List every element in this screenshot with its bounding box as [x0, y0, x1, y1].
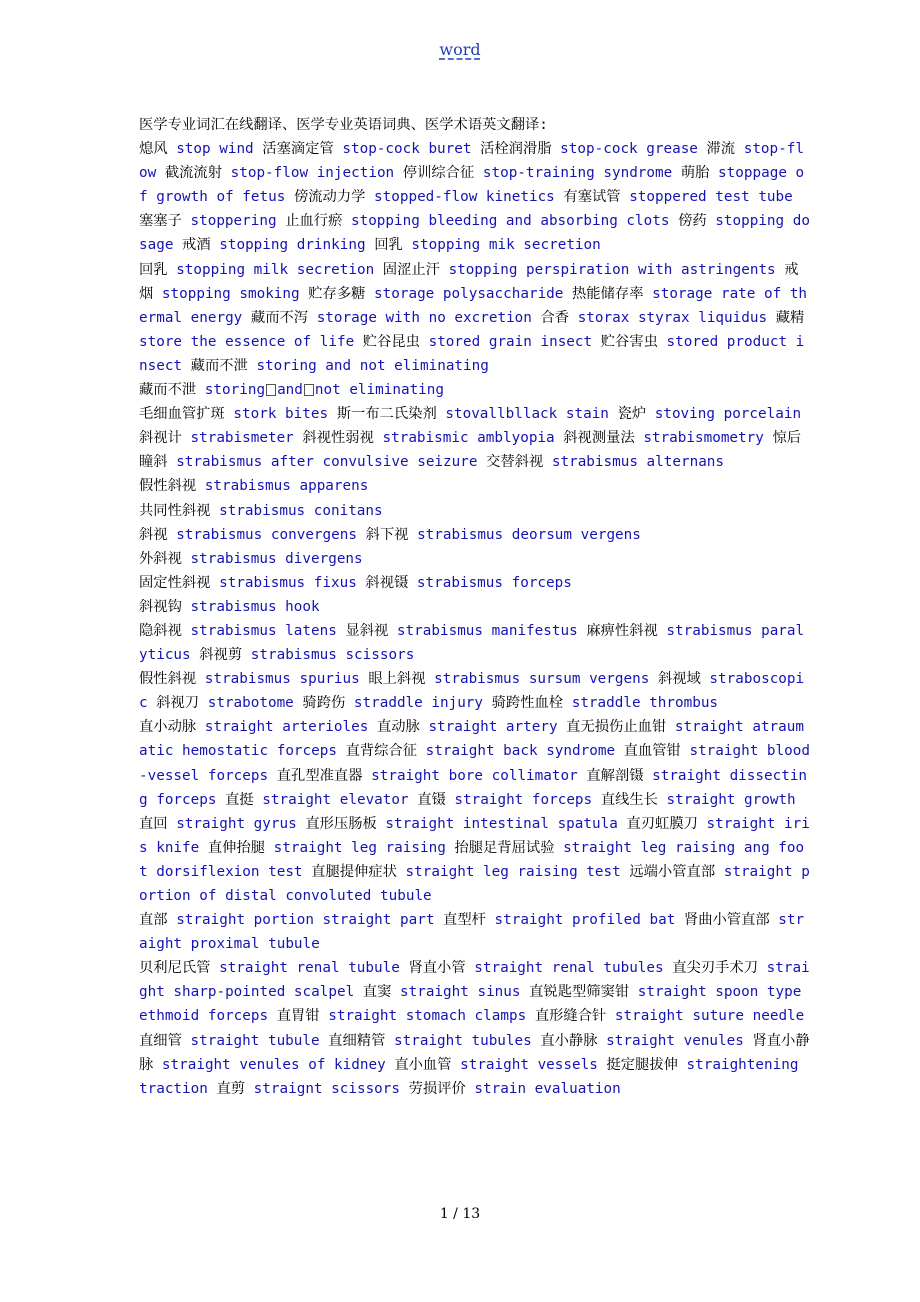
chinese-term: 回乳 — [139, 261, 168, 278]
english-term: strabismus convergens — [167, 526, 366, 543]
intro-line: 医学专业词汇在线翻译、医学专业英语词典、医学术语英文翻译: — [139, 117, 548, 133]
english-term: straight leg raising ang foot dorsiflexion test — [139, 839, 805, 880]
chinese-term: 直挺 — [225, 791, 254, 808]
chinese-term: 直动脉 — [376, 719, 420, 736]
english-term: straight leg raising — [265, 839, 455, 856]
english-term: strain evaluation — [465, 1080, 621, 1097]
chinese-term: 热能储存率 — [572, 285, 644, 302]
english-term: strabismometry — [634, 430, 773, 447]
chinese-term: 傍流动力学 — [293, 189, 366, 206]
chinese-term: 外斜视 — [139, 550, 182, 567]
glossary-paragraph — [139, 402, 811, 474]
glossary-paragraph — [139, 258, 811, 378]
chinese-term: 直腿提伸症状 — [311, 863, 397, 880]
chinese-term: 戒酒 — [182, 237, 211, 254]
glossary-paragraph — [139, 667, 811, 715]
glossary-paragraph — [139, 571, 811, 595]
chinese-term: 劳损评价 — [408, 1080, 466, 1097]
chinese-term: 骑跨伤 — [302, 695, 346, 712]
chinese-term: 肾曲小管直部 — [683, 912, 770, 929]
english-term: stop-cock grease — [551, 141, 707, 158]
chinese-term: 交替斜视 — [486, 454, 544, 471]
english-term: straight elevator — [253, 791, 418, 808]
chinese-term: 直锐匙型筛窦钳 — [529, 984, 630, 1001]
english-term: stop-flow injection — [222, 165, 403, 182]
english-term: straight profiled bat — [485, 912, 684, 929]
chinese-term: 挺定腿拔伸 — [606, 1056, 678, 1073]
chinese-term: 抬腿足背屈试验 — [454, 839, 555, 856]
english-term: stork bites — [224, 406, 337, 423]
chinese-term: 活塞滴定管 — [262, 141, 334, 158]
english-term: strabismus latens — [181, 622, 346, 639]
chinese-term: 远端小管直部 — [629, 863, 716, 880]
english-term: straightening traction — [139, 1056, 799, 1097]
chinese-term: 肾直小静脉 — [139, 1032, 810, 1073]
chinese-term: 斜视刀 — [156, 695, 200, 712]
chinese-term: 眼上斜视 — [368, 671, 426, 688]
english-term: straight stomach clamps — [319, 1008, 535, 1025]
chinese-term: 麻痹性斜视 — [586, 622, 658, 639]
english-term: straight gyrus — [167, 815, 306, 832]
glossary-paragraph — [139, 715, 811, 811]
chinese-term: 直解剖镊 — [586, 767, 644, 784]
page-number: 1 / 13 — [439, 1206, 481, 1222]
english-term: strabismus conitans — [210, 502, 383, 519]
english-term: straight portion straight part — [167, 912, 444, 929]
chinese-term: 假性斜视 — [139, 671, 197, 688]
glossary-paragraph — [139, 595, 811, 619]
glossary-paragraph — [139, 908, 811, 956]
chinese-term: 直小静脉 — [540, 1032, 598, 1049]
chinese-term: 假性斜视 — [139, 478, 197, 495]
chinese-term: 藏精 — [775, 309, 805, 326]
english-term: straight suture needle — [606, 1008, 805, 1025]
english-term: strabismus scissors — [242, 647, 415, 664]
english-term: stopping mik secretion — [402, 237, 601, 254]
chinese-term: 斯一布二氏染剂 — [336, 406, 437, 423]
chinese-term: 傍药 — [678, 213, 707, 230]
chinese-term: 直尖刃手术刀 — [672, 960, 759, 977]
english-term: stopping bleeding and absorbing clots — [342, 213, 679, 230]
chinese-term: 直型杆 — [443, 912, 486, 929]
chinese-term: 直刃虹膜刀 — [626, 815, 698, 832]
english-term: stopping dosage — [139, 213, 810, 254]
glossary-paragraph — [139, 619, 811, 667]
chinese-term: 直镊 — [417, 791, 446, 808]
english-term: strabismus apparens — [196, 478, 369, 495]
chinese-term: 斜视测量法 — [563, 430, 635, 447]
english-term: storage with no excretion — [308, 309, 541, 326]
chinese-term: 合香 — [540, 309, 570, 326]
chinese-term: 塞塞子 — [139, 213, 182, 230]
english-term: straight venules — [597, 1032, 753, 1049]
english-term: stop-flow — [139, 141, 804, 182]
chinese-term: 活栓润滑脂 — [480, 141, 552, 158]
chinese-term: 瓷炉 — [617, 406, 647, 423]
english-term: stop wind — [167, 141, 263, 158]
chinese-term: 斜视剪 — [199, 647, 243, 664]
chinese-term: 惊后瞳斜 — [139, 430, 802, 471]
english-term: straddle injury — [345, 695, 492, 712]
chinese-term: 贮谷害虫 — [600, 333, 658, 350]
chinese-term: 肾直小管 — [408, 960, 466, 977]
english-term: straight renal tubule — [210, 960, 409, 977]
chinese-term: 斜视计 — [139, 430, 182, 447]
english-term: strabismeter — [181, 430, 303, 447]
chinese-term: 藏而不泻 — [250, 309, 309, 326]
chinese-term: 直细管 — [139, 1032, 182, 1049]
missing-glyph-box — [266, 384, 276, 396]
english-term: strabismus manifestus — [388, 622, 587, 639]
english-term: straddle thrombus — [563, 695, 719, 712]
english-term: storing — [196, 382, 266, 399]
glossary-paragraph — [139, 547, 811, 571]
glossary-paragraph — [139, 812, 811, 908]
chinese-term: 萌胎 — [680, 165, 710, 182]
header-title[interactable]: word — [439, 40, 481, 59]
chinese-term: 斜视性弱视 — [302, 430, 374, 447]
chinese-term: 滞流 — [706, 141, 736, 158]
chinese-term: 直孔型准直器 — [276, 767, 363, 784]
chinese-term: 直细精管 — [328, 1032, 386, 1049]
chinese-term: 直伸抬腿 — [207, 839, 266, 856]
chinese-term: 斜视域 — [657, 671, 701, 688]
chinese-term: 直无损伤止血钳 — [566, 719, 667, 736]
english-term: strabismus hook — [181, 598, 320, 615]
english-term: strabismic amblyopia — [373, 430, 564, 447]
english-term: straight vessels — [451, 1056, 607, 1073]
english-term: strabismus sursum vergens — [425, 671, 658, 688]
chinese-term: 固涩止汗 — [382, 261, 440, 278]
english-term: stopping drinking — [210, 237, 375, 254]
english-term: straight intestinal spatula — [376, 815, 627, 832]
english-term: strabismus paralyticus — [139, 622, 805, 664]
english-term: strabismus alternans — [543, 454, 725, 471]
chinese-term: 直剪 — [216, 1080, 246, 1097]
english-term: straight growth — [657, 791, 796, 808]
glossary-paragraph — [139, 499, 811, 523]
english-term: straight renal tubules — [465, 960, 673, 977]
chinese-term: 熄风 — [139, 141, 168, 158]
english-term: strabotome — [199, 695, 303, 712]
english-term: straight sinus — [391, 984, 530, 1001]
english-term: storage polysaccharide — [365, 285, 573, 302]
chinese-term: 斜视钩 — [139, 598, 182, 615]
chinese-term: 直小动脉 — [139, 719, 197, 736]
english-term: straight tubule — [181, 1032, 329, 1049]
english-term: and — [277, 382, 303, 399]
english-term: straight iris knife — [139, 815, 810, 856]
chinese-term: 直胃钳 — [276, 1008, 320, 1025]
english-term: strabismus spurius — [196, 671, 369, 688]
english-term: stored product insect — [139, 333, 805, 374]
chinese-term: 贝利尼氏管 — [139, 960, 211, 977]
glossary-entries — [139, 137, 811, 1101]
chinese-term: 斜下视 — [365, 526, 409, 543]
chinese-term: 隐斜视 — [139, 622, 182, 639]
document-body — [139, 113, 811, 1101]
english-term: straignt scissors — [245, 1080, 409, 1097]
english-term: strabismus forceps — [408, 574, 572, 591]
chinese-term: 贮谷昆虫 — [362, 333, 420, 350]
english-term: stoppering — [181, 213, 286, 230]
chinese-term: 藏而不泄 — [139, 382, 197, 399]
chinese-term: 直背综合征 — [345, 743, 418, 760]
chinese-term: 有塞试管 — [563, 189, 621, 206]
english-term: straight proximal tubule — [139, 912, 805, 953]
english-term: straight dissecting forceps — [139, 767, 808, 808]
english-term: stop-training syndrome — [474, 165, 681, 182]
chinese-term: 骑跨性血栓 — [491, 695, 564, 712]
chinese-term: 固定性斜视 — [139, 574, 211, 591]
english-term: stoving porcelain — [646, 406, 802, 423]
chinese-term: 直形缝合针 — [534, 1008, 607, 1025]
english-term: straight spoon type ethmoid forceps — [139, 984, 802, 1025]
chinese-term: 显斜视 — [345, 622, 389, 639]
chinese-term: 共同性斜视 — [139, 502, 211, 519]
chinese-term: 贮存多糖 — [308, 285, 366, 302]
page-header — [0, 40, 920, 59]
english-term: straight tubules — [385, 1032, 541, 1049]
page-footer — [0, 1206, 920, 1222]
english-term: stopping milk secretion — [167, 261, 383, 278]
english-term: stop-cock buret — [333, 141, 481, 158]
english-term: straight arterioles — [196, 719, 377, 736]
chinese-term: 直形压肠板 — [305, 815, 377, 832]
chinese-term: 斜视 — [139, 526, 168, 543]
english-term: storage rate of thermal energy — [139, 285, 808, 326]
english-term: strabismus divergens — [181, 550, 363, 567]
english-term: straboscopic — [139, 671, 805, 712]
english-term: stoppered test tube — [620, 189, 793, 206]
chinese-term: 回乳 — [374, 237, 403, 254]
english-term: straight venules of kidney — [153, 1056, 395, 1073]
missing-glyph-box — [304, 384, 314, 396]
chinese-term: 戒烟 — [139, 261, 799, 302]
english-term: straight forceps — [445, 791, 601, 808]
english-term: straight sharp-pointed scalpel — [139, 960, 810, 1001]
glossary-paragraph — [139, 378, 811, 402]
chinese-term: 停训综合征 — [402, 165, 475, 182]
english-term: not eliminating — [314, 382, 445, 399]
english-term: strabismus after convulsive seizure — [167, 454, 487, 471]
english-term: stoppage of growth of fetus — [139, 165, 805, 206]
english-term: straight portion of distal convoluted tubule — [139, 863, 810, 904]
glossary-paragraph — [139, 137, 811, 257]
glossary-paragraph — [139, 523, 811, 547]
english-term: strabismus fixus — [210, 574, 366, 591]
english-term: stopping perspiration with astringents — [439, 261, 785, 278]
chinese-term: 斜视镊 — [365, 574, 409, 591]
english-term: store the essence of life — [139, 333, 363, 350]
english-term: stopping smoking — [153, 285, 309, 302]
english-term: strabismus deorsum vergens — [408, 526, 641, 543]
glossary-paragraph — [139, 474, 811, 498]
chinese-term: 直部 — [139, 912, 168, 929]
english-term: straight atraumatic hemostatic forceps — [139, 719, 804, 760]
chinese-term: 直小血管 — [394, 1056, 452, 1073]
chinese-term: 直线生长 — [600, 791, 658, 808]
english-term: stored grain insect — [419, 333, 601, 350]
english-term: stovallbllack stain — [436, 406, 618, 423]
chinese-term: 毛细血管扩斑 — [139, 406, 225, 423]
chinese-term: 截流流射 — [164, 165, 223, 182]
english-term: storax styrax liquidus — [569, 309, 776, 326]
english-term: straight leg raising test — [396, 863, 630, 880]
english-term: straight back syndrome — [417, 743, 624, 760]
glossary-paragraph — [139, 956, 811, 1101]
chinese-term: 直血管钳 — [623, 743, 681, 760]
chinese-term: 止血行瘀 — [285, 213, 343, 230]
chinese-term: 直回 — [139, 815, 168, 832]
english-term: storing and not eliminating — [247, 357, 489, 374]
english-term: stopped-flow kinetics — [365, 189, 564, 206]
chinese-term: 藏而不泄 — [190, 357, 248, 374]
english-term: straight bore collimator — [362, 767, 587, 784]
english-term: straight artery — [419, 719, 567, 736]
english-term: straight blood-vessel forceps — [139, 743, 810, 784]
chinese-term: 直窦 — [362, 984, 392, 1001]
